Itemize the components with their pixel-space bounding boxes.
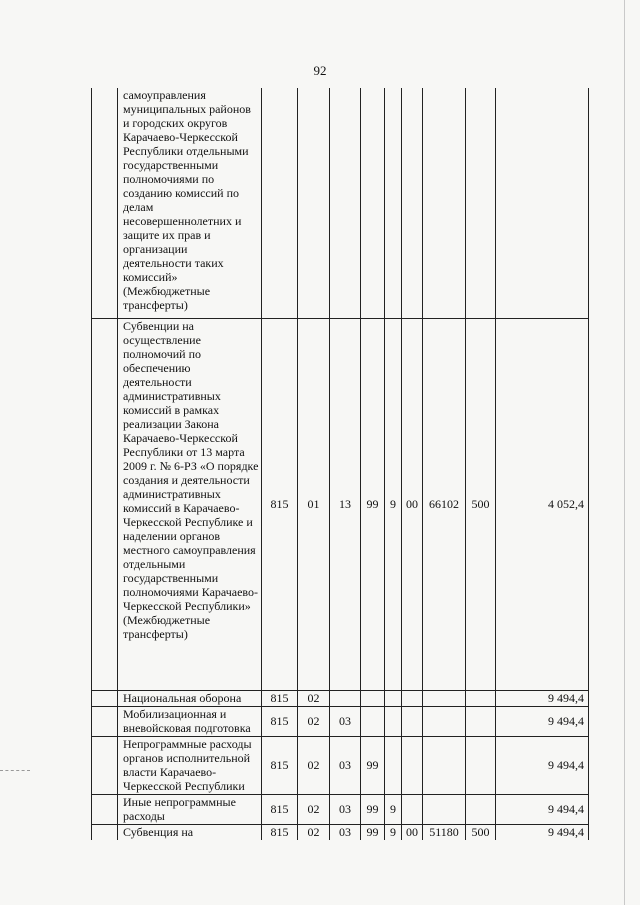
code-direction (423, 690, 466, 706)
row-name: самоуправления муниципальных районов и городских округов Карачаево-Черкесской Республики отдельными государственными полномочиями по созданию комиссий по делам несовершеннолетних и защите их прав и организации деятельности таких комиссий» (Межбюджетные трансферты) (118, 88, 262, 318)
row-name: Субвенции на осуществление полномочий по обеспечению деятельности административных комиссий в рамках реализации Закона Карачаево-Черкесской Республики от 13 марта 2009 г. № 6-РЗ «О порядке создания и деятельности административных комиссий в Карачаево-Черкесской Республике и наделении органов местного самоуправления отдельными государственными полномочиями Карачаево-Черкесской Республики» (Межбюджетные трансферты) (118, 318, 262, 690)
code-program: 99 (361, 736, 385, 794)
table-row (92, 794, 589, 824)
code-ministry: 815 (262, 690, 298, 706)
code-section: 02 (298, 794, 330, 824)
code-subsection (330, 690, 361, 706)
code-section: 02 (298, 824, 330, 840)
code-ministry: 815 (262, 794, 298, 824)
code-subsection: 13 (330, 318, 361, 690)
scan-margin-mark (0, 770, 30, 772)
row-amount: 4 052,4 (496, 318, 589, 690)
row-margin-cell (92, 690, 118, 706)
code-subprogram: 9 (385, 318, 402, 690)
code-main-event (402, 88, 423, 318)
code-expense-type: 500 (466, 318, 496, 690)
row-amount: 9 494,4 (496, 736, 589, 794)
code-subprogram (385, 690, 402, 706)
code-direction: 66102 (423, 318, 466, 690)
code-main-event (402, 736, 423, 794)
code-subprogram (385, 88, 402, 318)
code-ministry: 815 (262, 318, 298, 690)
code-main-event (402, 706, 423, 736)
code-ministry: 815 (262, 706, 298, 736)
code-expense-type (466, 88, 496, 318)
code-main-event (402, 794, 423, 824)
code-subsection (330, 88, 361, 318)
table-row (92, 736, 589, 794)
code-subsection: 03 (330, 736, 361, 794)
code-direction (423, 706, 466, 736)
table-row (92, 706, 589, 736)
code-subprogram (385, 736, 402, 794)
row-margin-cell (92, 88, 118, 318)
code-section: 02 (298, 690, 330, 706)
row-margin-cell (92, 318, 118, 690)
row-name: Непрограммные расходы органов исполнительной власти Карачаево-Черкесской Республики (118, 736, 262, 794)
code-direction (423, 794, 466, 824)
code-section: 02 (298, 706, 330, 736)
table-row (92, 824, 589, 840)
code-subsection: 03 (330, 824, 361, 840)
code-program: 99 (361, 824, 385, 840)
page-number: 92 (313, 63, 327, 78)
code-subprogram: 9 (385, 824, 402, 840)
code-subsection: 03 (330, 706, 361, 736)
row-amount: 9 494,4 (496, 706, 589, 736)
code-main-event: 00 (402, 824, 423, 840)
code-main-event (402, 690, 423, 706)
code-direction (423, 736, 466, 794)
row-margin-cell (92, 736, 118, 794)
code-expense-type: 500 (466, 824, 496, 840)
code-direction: 51180 (423, 824, 466, 840)
row-name: Мобилизационная и вневойсковая подготовка (118, 706, 262, 736)
row-name: Субвенция на (118, 824, 262, 840)
code-main-event: 00 (402, 318, 423, 690)
row-margin-cell (92, 824, 118, 840)
code-ministry: 815 (262, 824, 298, 840)
code-section: 01 (298, 318, 330, 690)
row-margin-cell (92, 706, 118, 736)
row-amount: 9 494,4 (496, 690, 589, 706)
code-program: 99 (361, 794, 385, 824)
code-expense-type (466, 706, 496, 736)
row-amount: 9 494,4 (496, 824, 589, 840)
code-expense-type (466, 794, 496, 824)
table-row (92, 318, 589, 690)
code-ministry: 815 (262, 736, 298, 794)
row-amount (496, 88, 589, 318)
code-program (361, 706, 385, 736)
code-expense-type (466, 736, 496, 794)
code-program (361, 88, 385, 318)
code-section: 02 (298, 736, 330, 794)
table-row (92, 88, 589, 318)
scan-edge-line (624, 0, 625, 905)
code-direction (423, 88, 466, 318)
code-program: 99 (361, 318, 385, 690)
code-subprogram: 9 (385, 794, 402, 824)
code-section (298, 88, 330, 318)
row-name: Иные непрограммные расходы (118, 794, 262, 824)
budget-table (91, 88, 589, 840)
code-expense-type (466, 690, 496, 706)
row-name: Национальная оборона (118, 690, 262, 706)
row-amount: 9 494,4 (496, 794, 589, 824)
code-ministry (262, 88, 298, 318)
code-subsection: 03 (330, 794, 361, 824)
code-program (361, 690, 385, 706)
code-subprogram (385, 706, 402, 736)
table-row (92, 690, 589, 706)
row-margin-cell (92, 794, 118, 824)
